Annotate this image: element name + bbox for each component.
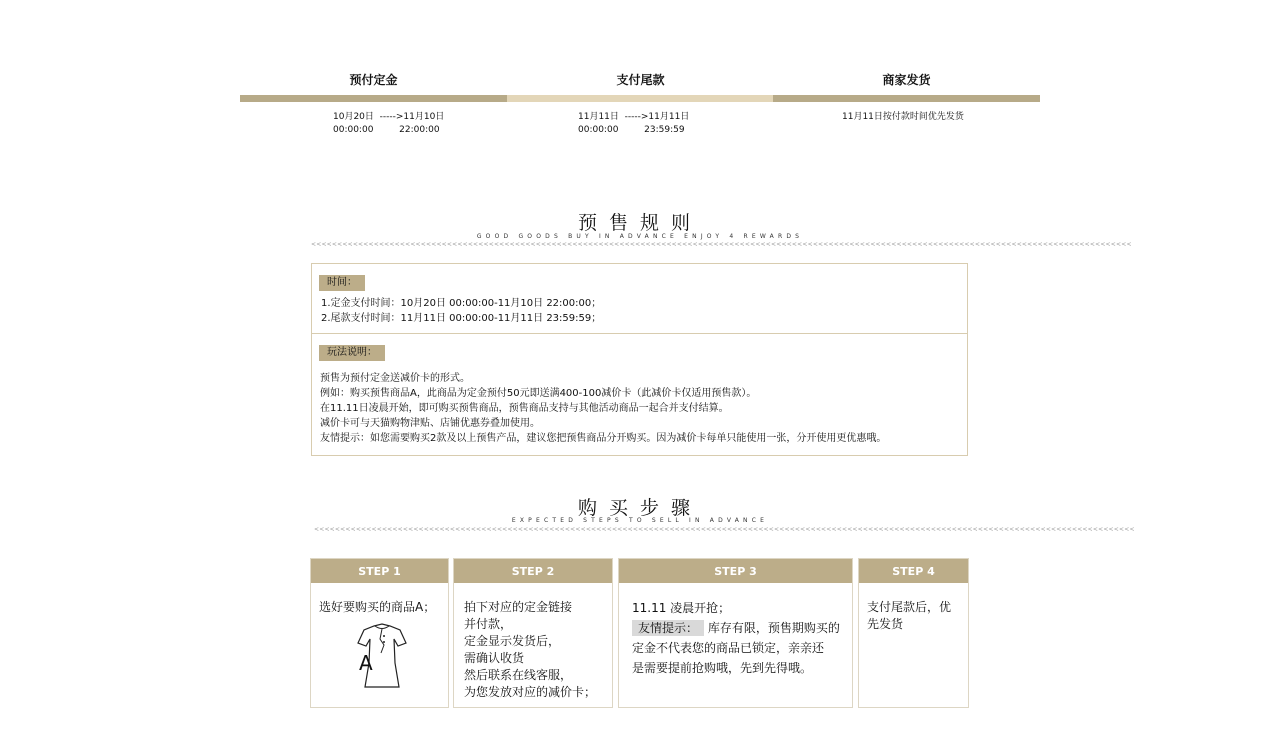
step-4-text: 支付尾款后，优 先发货 [867, 600, 952, 631]
timeline-bar-balance [507, 95, 773, 102]
step-4-label: STEP 4 [859, 559, 968, 583]
step-2-text: 拍下对应的定金链接 并付款， 定金显示发货后， 需确认收货 然后联系在线客服， 为您发放对应的减价卡； [464, 600, 597, 699]
howto-line-4: 减价卡可与天猫购物津贴、店铺优惠券叠加使用。 [320, 418, 540, 429]
step-2-card [453, 558, 613, 708]
dress-label: A [359, 651, 373, 675]
step-1-text: 选好要购买的商品A； [319, 600, 436, 614]
step-4-card [858, 558, 969, 708]
purchase-steps-divider: <<<<<<<<<<<<<<<<<<<<<<<<<<<<<<<<<<<<<<<<<<<<<<<<<<<<<<<<<<<<<<<<<<<<<<<<<<<<<<<<<<<<<<<<<<<<<<<<<<<<<<<<<<<<<<<<<<<<<<<<<<<<<<<<<<<<<<<<<<<<<<<<<<<<<<<<<<<<< [314, 526, 1135, 533]
purchase-steps-subtitle: EXPECTED STEPS TO SELL IN ADVANCE [511, 517, 769, 524]
howto-tag: 玩法说明： [319, 345, 385, 361]
presale-rules-title: 预售规则 [577, 212, 702, 234]
howto-line-1: 预售为预付定金送减价卡的形式。 [320, 373, 470, 384]
step-2-label: STEP 2 [454, 559, 612, 583]
timeline-bar-shipping [773, 95, 1040, 102]
presale-rules-divider: <<<<<<<<<<<<<<<<<<<<<<<<<<<<<<<<<<<<<<<<<<<<<<<<<<<<<<<<<<<<<<<<<<<<<<<<<<<<<<<<<<<<<<<<<<<<<<<<<<<<<<<<<<<<<<<<<<<<<<<<<<<<<<<<<<<<<<<<<<<<<<<<<<<<<<<<<<<<< [311, 241, 1132, 248]
time-line-1: 1.定金支付时间：10月20日 00:00:00-11月10日 22:00:00； [321, 298, 602, 309]
presale-rules-subtitle: GOOD GOODS BUY IN ADVANCE ENJOY 4 REWARDS [476, 233, 804, 240]
phase-time-deposit: 10月20日 ----->11月10日 00:00:00 22:00:00 [333, 112, 445, 135]
phase-time-shipping: 11月11日按付款时间优先发货 [842, 112, 964, 122]
howto-line-2: 例如：购买预售商品A，此商品为定金预付50元即送满400-100减价卡（此减价卡仅适用预售款）。 [320, 388, 757, 399]
step-3-text: 11.11 凌晨开抢； 友情提示： 库存有限，预售期购买的 定金不代表您的商品已锁定，亲亲还 是需要提前抢购哦，先到先得哦。 [632, 601, 840, 675]
step-1-card [310, 558, 449, 708]
step-3-card [618, 558, 853, 708]
phase-title-deposit: 预付定金 [349, 73, 398, 87]
purchase-steps-title: 购买步骤 [577, 497, 702, 519]
howto-line-5: 友情提示：如您需要购买2款及以上预售产品，建议您把预售商品分开购买。因为减价卡每单只能使用一张，分开使用更优惠哦。 [320, 433, 887, 444]
phase-title-shipping: 商家发货 [882, 73, 931, 87]
time-line-2: 2.尾款支付时间：11月11日 00:00:00-11月11日 23:59:59； [321, 313, 602, 324]
friendly-hint-badge: 友情提示： [632, 620, 704, 636]
timeline-bar-deposit [240, 95, 507, 102]
step-1-label: STEP 1 [311, 559, 448, 583]
phase-time-balance: 11月11日 ----->11月11日 00:00:00 23:59:59 [578, 112, 690, 135]
time-tag: 时间： [319, 275, 365, 291]
presale-rules-box [311, 263, 968, 456]
step-3-label: STEP 3 [619, 559, 852, 583]
phase-title-balance: 支付尾款 [616, 73, 665, 87]
rules-divider [312, 333, 967, 334]
howto-line-3: 在11.11日凌晨开始，即可购买预售商品，预售商品支持与其他活动商品一起合并支付结算。 [320, 403, 729, 414]
